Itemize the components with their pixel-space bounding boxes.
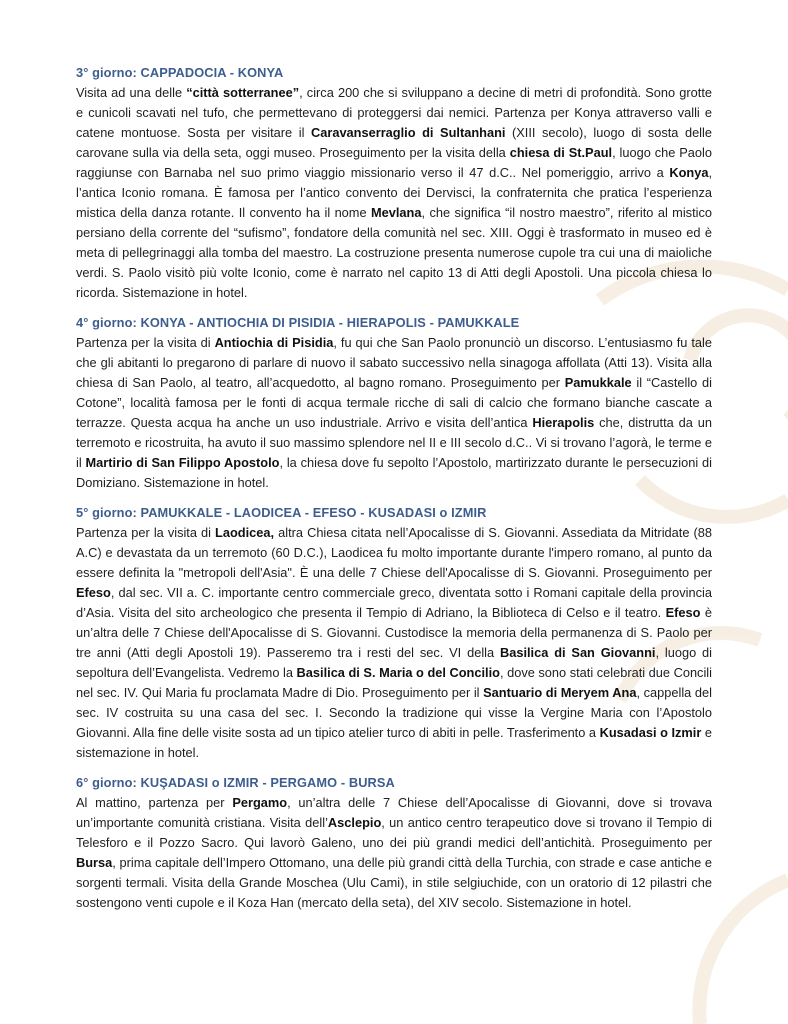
day-3-section	[76, 63, 712, 303]
bold-text: Mevlana	[370, 205, 422, 220]
day-4-heading: 4° giorno: KONYA - ANTIOCHIA DI PISIDIA - HIERAPOLIS - PAMUKKALE	[76, 315, 520, 330]
day-6-heading: 6° giorno: KUŞADASI o IZMIR - PERGAMO - BURSA	[76, 775, 395, 790]
text-run: , luogo che Paolo raggiunse con Barnaba nel suo primo viaggio missionario verso il 47 d.C.. Nel pomeriggio, arrivo a	[76, 145, 712, 180]
text-run: , circa 200 che si sviluppano a decine di metri di profondità. Sono grotte e cunicoli scavati nel tufo, che permettevano di proteggersi dai nemici. Partenza per Konya attraverso valli e catene montuose. Sosta per visitare il	[76, 85, 712, 140]
text-run: il “Castello di Cotone”, località famosa per le fonti di acqua termale ricche di sali di calcio che formano bianche cascate a terrazze. Questa acqua ha anche un uso industriale. Arrivo e visita dell’antica	[76, 375, 712, 430]
text-run: Partenza per la visita di	[76, 335, 215, 350]
text-run: , un antico centro terapeutico dove si trovano il Tempio di Telesforo e il Pozzo Sacro. Qui lavorò Galeno, uno dei più grandi medici dell’antichità. Proseguimento per	[76, 815, 712, 850]
bold-text: Basilica di S. Maria o del Concilio	[296, 665, 500, 680]
day-6-section	[76, 773, 712, 913]
text-run: , la chiesa dove fu sepolto l’Apostolo, martirizzato durante le persecuzioni di Domiziano. Sistemazione in hotel.	[76, 455, 713, 490]
day-4-description	[76, 333, 712, 493]
bold-text: Hierapolis	[532, 415, 595, 430]
bold-text: Basilica di San Giovanni	[499, 645, 656, 660]
text-run: Al mattino, partenza per	[76, 795, 233, 810]
bold-text: Kusadasi o Izmir	[599, 725, 702, 740]
itinerary-content	[76, 63, 712, 923]
day-3-heading: 3° giorno: CAPPADOCIA - KONYA	[76, 65, 284, 80]
text-run: , dove sono stati celebrati due Concili nel sec. IV. Qui Maria fu proclamata Madre di Dio. Proseguimento per il	[76, 665, 712, 700]
text-run: che, distrutta da un terremoto e ricostruita, ha avuto il suo massimo splendore nel II e III secolo d.C.. Vi si trovano l’agorà, le terme e il	[76, 415, 712, 470]
bold-text: Santuario di Meryem Ana	[483, 685, 637, 700]
bold-text: Antiochia di Pisidia	[214, 335, 334, 350]
text-run: , dal sec. VII a. C. importante centro commerciale greco, diventata sotto i Romani capitale della provincia d’Asia. Visita del sito archeologico che presenta il Tempio di Adriano, la Biblioteca di Celso e il teatro.	[76, 585, 712, 620]
bold-text: Martirio di San Filippo Apostolo	[85, 455, 280, 470]
day-5-section	[76, 503, 712, 763]
bold-text: “città sotterranee”	[186, 85, 300, 100]
text-run: , prima capitale dell’Impero Ottomano, una delle più grandi città della Turchia, con strade e case antiche e sorgenti termali. Visita della Grande Moschea (Ulu Cami), in stile selgiuchide, con un oratorio di 12 pilastri che sostengono venti cupole e il Koza Han (mercato della seta), del XIV secolo. Sistemazione in hotel.	[76, 855, 712, 910]
day-5-heading: 5° giorno: PAMUKKALE - LAODICEA - EFESO - KUSADASI o IZMIR	[76, 505, 487, 520]
text-run: , fu qui che San Paolo pronunciò un discorso. L’entusiasmo fu tale che gli abitanti lo pregarono di parlare di nuovo il sabato successivo nella sinagoga affollata (Atti 13). Visita alla chiesa di San Paolo, al teatro, all’acquedotto, al bagno romano. Proseguimento per	[76, 335, 712, 390]
text-run: , cappella del sec. IV costruita su una casa del sec. I. Secondo la tradizione qui visse la Vergine Maria con l’Apostolo Giovanni. Alla fine delle visite sosta ad un tipico atelier turco di abiti in pelle. Trasferimento a	[76, 685, 712, 740]
text-run: è un’altra delle 7 Chiese dell'Apocalisse di S. Giovanni. Custodisce la memoria della permanenza di S. Paolo per tre anni (Atti degli Apostoli 19). Passeremo tra i resti del sec. VI della	[76, 605, 712, 660]
bold-text: Caravanserraglio di Sultanhani	[310, 125, 506, 140]
bold-text: Konya	[669, 165, 709, 180]
text-run: (XIII secolo), luogo di sosta delle carovane sulla via della seta, oggi museo. Proseguimento per la visita della	[76, 125, 712, 160]
day-4-section	[76, 313, 712, 493]
text-run: altra Chiesa citata nell’Apocalisse di S. Giovanni. Assediata da Mitridate (88 A.C) e devastata da un terremoto (60 D.C.), Laodicea fu molto importante durante l'impero romano, al punto da essere definita la "metropoli dell'Asia". È una delle 7 Chiese dell'Apocalisse di S. Giovanni. Proseguimento per	[76, 525, 712, 580]
bold-text: Asclepio	[327, 815, 382, 830]
bold-text: Efeso	[665, 605, 701, 620]
text-run: Partenza per la visita di	[76, 525, 216, 540]
text-run: , l’antica Iconio romana. È famosa per l’antico convento dei Dervisci, la confraternita che pratica l’esperienza mistica della danza rotante. Il convento ha il nome	[76, 165, 712, 220]
bold-text: Laodicea,	[215, 525, 275, 540]
day-3-description	[76, 83, 712, 303]
bold-text: Pergamo	[232, 795, 288, 810]
bold-text: Bursa	[76, 855, 113, 870]
text-run: Visita ad una delle	[76, 85, 187, 100]
text-run: , un’altra delle 7 Chiese dell’Apocalisse di Giovanni, dove si trovava un’importante comunità cristiana. Visita dell’	[76, 795, 712, 830]
bold-text: Pamukkale	[564, 375, 632, 390]
text-run: e sistemazione in hotel.	[76, 725, 712, 760]
bold-text: chiesa di St.Paul	[509, 145, 613, 160]
day-5-description	[76, 523, 712, 763]
day-6-description	[76, 793, 712, 913]
bold-text: Efeso	[76, 585, 111, 600]
text-run: , che significa “il nostro maestro”, riferito al mistico persiano della corrente del “sufismo”, fondatore della comunità nel sec. XIII. Oggi è trasformato in museo ed è meta di pellegrinaggi alla tomba del maestro. La costruzione presenta numerose cupole tra cui una di maioliche verdi. S. Paolo visitò più volte Iconio, come è narrato nel capito 13 di Atti degli Apostoli. Una piccola chiesa lo ricorda. Sistemazione in hotel.	[76, 205, 712, 300]
text-run: , luogo di sepoltura dell’Evangelista. Vedremo la	[76, 645, 713, 680]
